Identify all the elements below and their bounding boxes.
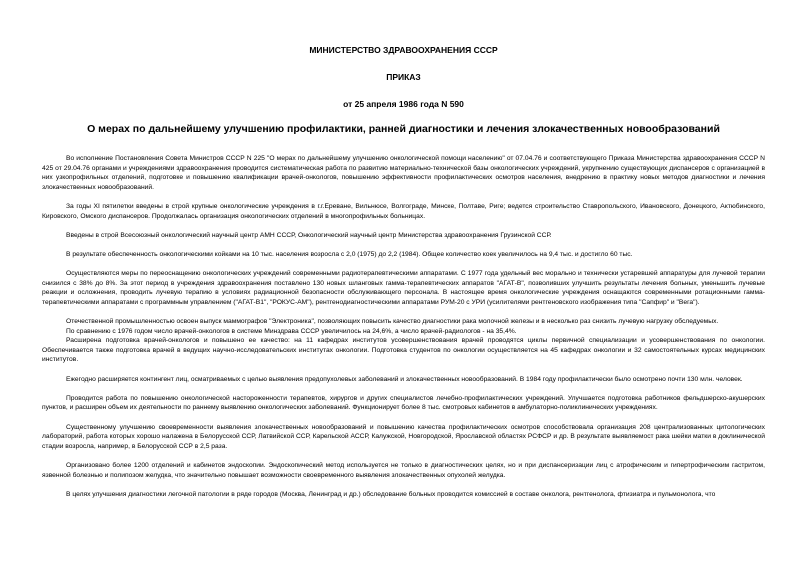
paragraph: Осуществляются меры по переоснащению онкологических учреждений современными радиотерапевтическими аппаратами. С 1977 года удельный вес морально и технически устаревшей аппаратуры для лучевой терапии снизился с 38% до 8%. За этот период в учреждения здравоохранения поставлено 130 новых шланговых гамма-терапевтических аппаратов "АГАТ-В", позволивших улучшить результаты лечения больных, уменьшить лучевые реакции и осложнения, проводить лучевую терапию в условиях радиационной безопасности обслуживающего персонала. В настоящее время онкологические учреждения оснащаются современными ротационными гамма-терапевтическими аппаратами с программным управлением ("АГАТ-В1", "РОКУС-АМ"), рентгенодиагностическими аппаратами РУМ-20 с УРИ (усилителями рентгеновского изображения типа "Сапфир" и "Вега"). xyxy=(42,270,765,306)
document-title: О мерах по дальнейшему улучшению профилактики, ранней диагностики и лечения злокачественных новообразований xyxy=(87,123,720,135)
doc-type-heading: ПРИКАЗ xyxy=(386,72,421,82)
paragraph: За годы XI пятилетки введены в строй крупные онкологические учреждения в г.г.Ереване, Вильнюсе, Волгограде, Минске, Полтаве, Риге; ведется строительство Ставропольского, Ивановского, Донецкого, Актюбинского, Кировского, Омского диспансеров. Продолжалась организация онкологических отделений в многопрофильных больницах. xyxy=(42,202,765,220)
paragraph: Расширена подготовка врачей-онкологов и повышено ее качество: на 11 кафедрах институтов усовершенствования врачей проводятся циклы первичной специализации и усовершенствования по онкологии. Обеспечивается также подготовка врачей в ведущих научно-исследовательских институтах онкологии. Подготовка студентов по онкологии осуществляется на 45 кафедрах онкологии и 32 самостоятельных курсах медицинских институтов. xyxy=(42,337,765,364)
paragraph: Отечественной промышленностью освоен выпуск маммографов "Электроника", позволяющих повысить качество диагностики рака молочной железы и в несколько раз снизить лучевую нагрузку обследуемых. xyxy=(66,318,719,326)
paragraph: Во исполнение Постановления Совета Министров СССР N 225 "О мерах по дальнейшему улучшению онкологической помощи населению" от 07.04.76 и соответствующего Приказа Министерства здравоохранения СССР N 425 от 29.04.76 органами и учреждениями здравоохранения проводится систематическая работа по развитию материально-технической базы онкологических учреждений, укрупнению существующих диспансеров с организацией в них узкопрофильных отделений, подготовке и повышению квалификации врачей-онкологов, повышению эффективности профилактических осмотров населения, внедрению в практику новых методов диагностики и лечения злокачественных новообразований. xyxy=(42,155,765,191)
paragraph: Организовано более 1200 отделений и кабинетов эндоскопии. Эндоскопический метод используется не только в диагностических целях, но и при диспансеризации лиц с атрофическим и гипертрофическим гастритом, язвенной болезнью и полипозом желудка, что значительно повышает возможности своевременного выявления злокачественных опухолей желудка. xyxy=(42,462,765,479)
ministry-heading: МИНИСТЕРСТВО ЗДРАВООХРАНЕНИЯ СССР xyxy=(309,45,498,55)
paragraph: Ежегодно расширяется контингент лиц, осматриваемых с целью выявления предопухолевых заболеваний и злокачественных новообразований. В 1984 году профилактически было осмотрено почти 130 млн. человек. xyxy=(66,375,743,383)
date-number-heading: от 25 апреля 1986 года N 590 xyxy=(343,99,464,109)
paragraph: Введены в строй Всесоюзный онкологический научный центр АМН СССР, Онкологический научный центр Министерства здравоохранения Грузинской ССР. xyxy=(66,231,552,239)
paragraph: В результате обеспеченность онкологическими койками на 10 тыс. населения возросла с 2,0 (1975) до 2,2 (1984). Общее количество коек увеличилось на 9,4 тыс. и достигло 60 тыс. xyxy=(66,250,633,258)
paragraph: Проводится работа по повышению онкологической настороженности терапевтов, хирургов и других специалистов лечебно-профилактических учреждений. Улучшается подготовка работников фельдшерско-акушерских пунктов, и расширен объем их деятельности по раннему выявлению онкологических заболеваний. Функционирует более 8 тыс. смотровых кабинетов в амбулаторно-поликлинических учреждениях. xyxy=(42,394,765,412)
paragraph: Существенному улучшению своевременности выявления злокачественных новообразований и повышению качества профилактических осмотров способствовала организация 208 централизованных цитологических лабораторий, работа которых хорошо налажена в Белорусской ССР, Латвийской ССР, Карельской АССР, Калужской, Новгородской, Ярославской областях РСФСР и др. В результате выявляемост рака шейки матки в доклинической стадии возросла, например, в Белорусской ССР в 2,5 раза. xyxy=(42,423,765,450)
paragraph: В целях улучшения диагностики легочной патологии в ряде городов (Москва, Ленинград и др.) обследование больных проводится комиссией в составе онколога, рентгенолога, фтизиатра и пульмонолога, что xyxy=(66,490,716,498)
paragraph: По сравнению с 1976 годом число врачей-онкологов в системе Минздрава СССР увеличилось на 24,6%, а число врачей-радиологов - на 35,4%. xyxy=(66,327,517,335)
document-body xyxy=(42,154,765,499)
